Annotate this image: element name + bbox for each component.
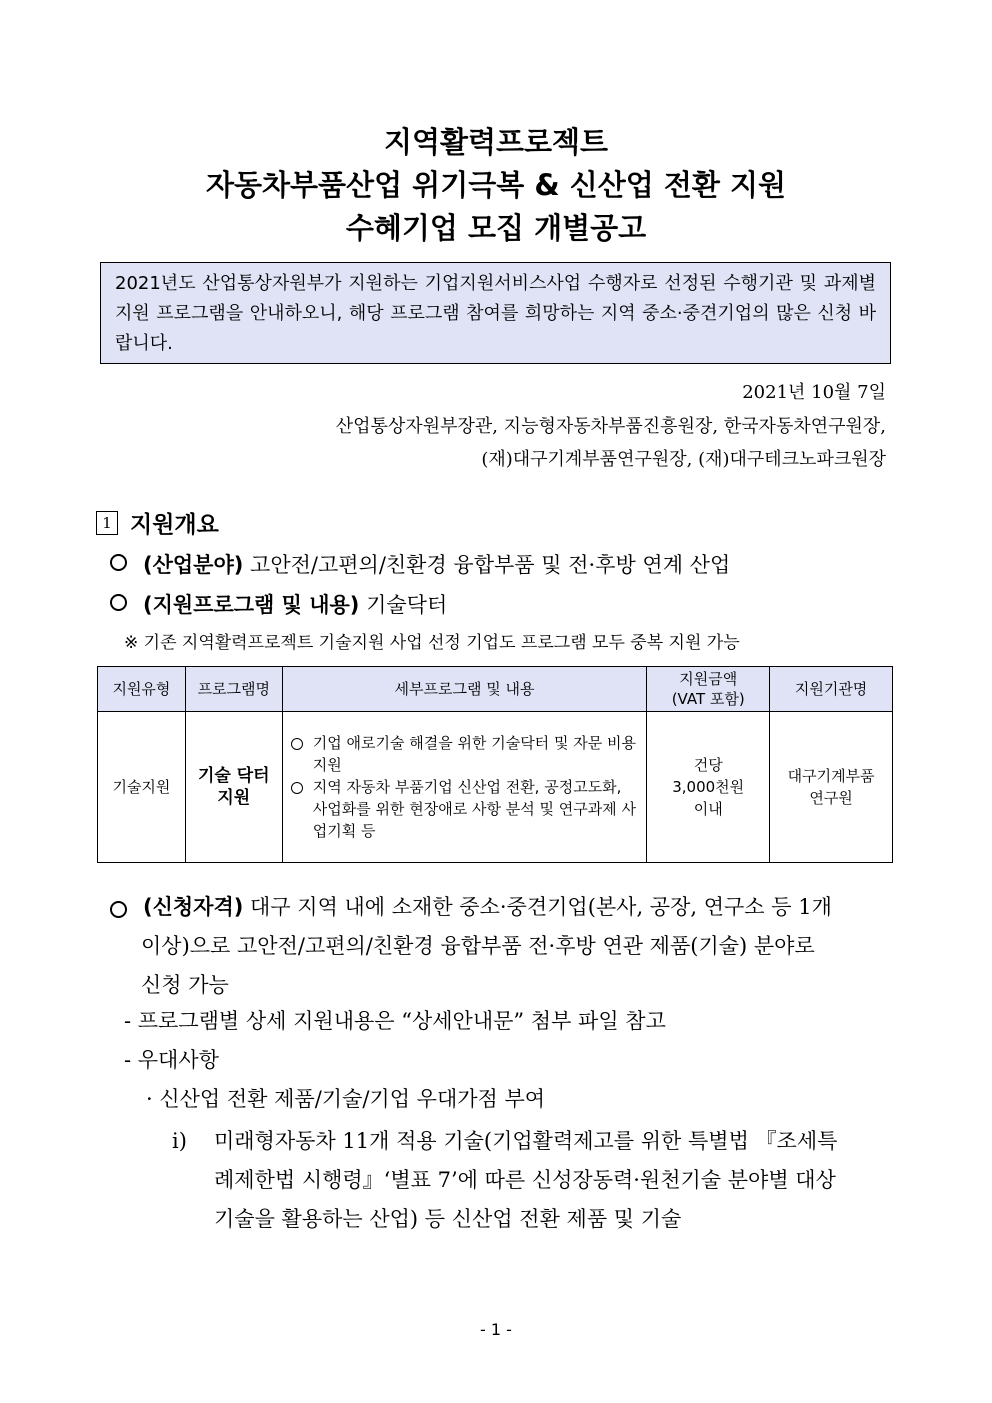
- cell-amount: [647, 712, 770, 863]
- roman-item: [172, 1122, 900, 1239]
- section-heading: [96, 506, 219, 539]
- cell-support-type: 기술지원: [98, 712, 186, 863]
- cell-organization: [770, 712, 893, 863]
- announcement-date: 2021년 10월 7일: [742, 382, 886, 403]
- roman-text-l3: 기술을 활용하는 산업) 등 신산업 전환 제품 및 기술: [214, 1207, 682, 1231]
- signers-line1: 산업통상자원부장관, 지능형자동차부품진흥원장, 한국자동차연구원장,: [335, 416, 886, 437]
- table-row: [98, 712, 893, 863]
- support-table: [97, 666, 893, 863]
- org-l2: 연구원: [809, 789, 853, 807]
- roman-marker: ⅰ): [172, 1129, 187, 1153]
- cell-program-name: [185, 712, 282, 863]
- roman-text-l2: 례제한법 시행령』‘별표 7’에 따른 신성장동력·원천기술 분야별 대상: [214, 1168, 836, 1192]
- notice-box: 2021년도 산업통상자원부가 지원하는 기업지원서비스사업 수행자로 선정된 수행기관 및 과제별 지원 프로그램을 안내하오니, 해당 프로그램 참여를 희망하는 지역 중소·중견기업의 많은 신청 바랍니다.: [100, 262, 891, 364]
- circle-bullet-icon: [110, 554, 127, 571]
- detail-item: [291, 732, 639, 776]
- page-number: - 1 -: [480, 1320, 512, 1339]
- industry-field-label: (산업분야): [143, 553, 244, 577]
- circle-bullet-icon: [291, 738, 303, 750]
- header-amount: [647, 667, 770, 712]
- doc-title-line3: 수혜기업 모집 개별공고: [345, 211, 647, 245]
- section-number-box: 1: [96, 511, 118, 535]
- header-program-name: 프로그램명: [185, 667, 282, 712]
- detail-text: 지역 자동차 부품기업 신산업 전환, 공정고도화, 사업화를 위한 현장애로 사항 분석 및 연구과제 사업기획 등: [312, 778, 636, 840]
- amount-l3: 이내: [693, 800, 723, 818]
- header-details: 세부프로그램 및 내용: [282, 667, 647, 712]
- signers-line2: (재)대구기계부품연구원장, (재)대구테크노파크원장: [481, 449, 886, 470]
- program-line: [110, 589, 447, 619]
- eligibility-text-l3: 신청 가능: [141, 973, 229, 997]
- roman-line1: [172, 1122, 900, 1161]
- org-l1: 대구기계부품: [787, 767, 875, 785]
- amount-l2: 3,000천원: [672, 778, 745, 796]
- industry-field-line: [110, 549, 730, 579]
- table-header-row: [98, 667, 893, 712]
- cell-details: [282, 712, 647, 863]
- eligibility-text-l1: 대구 지역 내에 소재한 중소·중견기업(본사, 공장, 연구소 등 1개: [250, 895, 832, 919]
- circle-bullet-icon: [110, 901, 127, 918]
- industry-field-text: 고안전/고편의/친환경 융합부품 및 전·후방 연계 산업: [250, 553, 731, 577]
- section-title: 지원개요: [130, 512, 219, 538]
- header-organization: 지원기관명: [770, 667, 893, 712]
- program-name-l1: 기술 닥터: [198, 766, 270, 786]
- detail-text: 기업 애로기술 해결을 위한 기술닥터 및 자문 비용 지원: [312, 734, 636, 774]
- circle-bullet-icon: [110, 594, 127, 611]
- doc-title-line2: 자동차부품산업 위기극복 & 신산업 전환 지원: [205, 168, 787, 202]
- program-label: (지원프로그램 및 내용): [143, 593, 360, 617]
- header-amount-l1: 지원금액: [679, 670, 738, 688]
- detail-item: [291, 776, 639, 842]
- eligibility-label: (신청자격): [143, 895, 244, 919]
- header-amount-l2: (VAT 포함): [671, 690, 745, 708]
- circle-bullet-icon: [291, 782, 303, 794]
- duplicate-note: ※ 기존 지역활력프로젝트 기술지원 사업 선정 기업도 프로그램 모두 중복 지원 가능: [124, 633, 740, 653]
- eligibility-text-l2: 이상)으로 고안전/고편의/친환경 융합부품 전·후방 연관 제품(기술) 분야로: [141, 934, 815, 958]
- signers: [336, 410, 886, 476]
- program-name-l2: 지원: [217, 788, 251, 808]
- eligibility-paragraph: [110, 888, 898, 1005]
- header-support-type: 지원유형: [98, 667, 186, 712]
- detail-reference-line: - 프로그램별 상세 지원내용은 “상세안내문” 첨부 파일 참고: [124, 1009, 666, 1033]
- roman-text-l1: 미래형자동차 11개 적용 기술(기업활력제고를 위한 특별법 『조세특: [214, 1129, 838, 1153]
- program-text: 기술닥터: [366, 593, 448, 617]
- eligibility-line1: [110, 888, 898, 927]
- preference-item: · 신산업 전환 제품/기술/기업 우대가점 부여: [146, 1087, 546, 1111]
- amount-l1: 건당: [693, 756, 723, 774]
- doc-title-line1: 지역활력프로젝트: [383, 125, 609, 159]
- preference-heading: - 우대사항: [124, 1048, 219, 1072]
